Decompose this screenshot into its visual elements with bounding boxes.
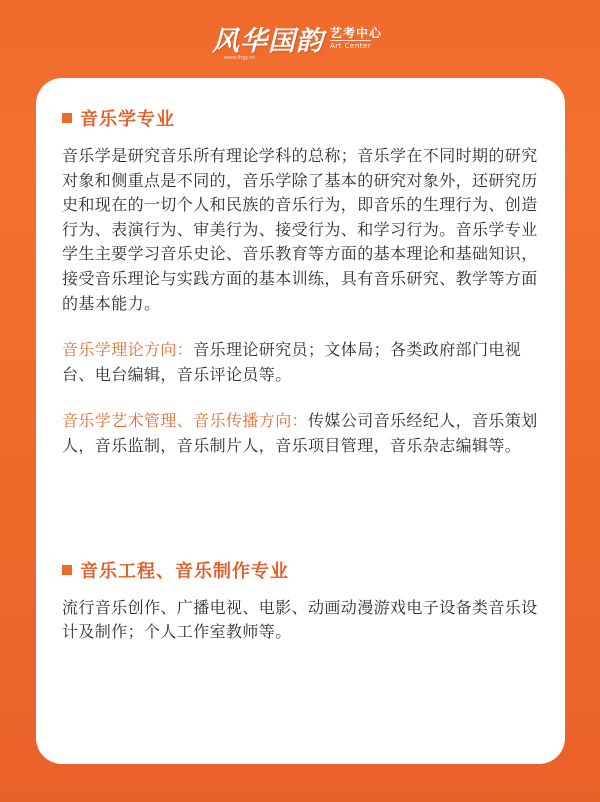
logo-side: [330, 26, 382, 51]
logo-subtitle: 艺考中心: [330, 25, 383, 40]
logo-subtitle-en: Art Center: [330, 41, 372, 50]
logo-url: www.fhgy.cn: [224, 55, 256, 61]
direction-text: 传媒公司音乐经纪人，音乐策划人，音乐监制，音乐制片人，音乐项目管理，音乐杂志编辑等。: [62, 411, 538, 455]
square-bullet-icon: [62, 113, 72, 123]
square-bullet-icon: [62, 565, 72, 575]
direction-theory: [62, 338, 541, 387]
direction-label: 音乐学艺术管理、音乐传播方向：: [62, 411, 309, 431]
direction-management: [62, 409, 541, 458]
content-card: [36, 78, 565, 764]
production-intro: 流行音乐创作、广播电视、电影、动画动漫游戏电子设备类音乐设计及制作；个人工作室教师等。: [62, 597, 538, 642]
direction-label: 音乐学理论方向：: [62, 340, 194, 360]
section-title-text: 音乐学专业: [80, 109, 175, 130]
musicology-intro: 音乐学是研究音乐所有理论学科的总称；音乐学在不同时期的研究对象和侧重点是不同的，音乐学除了基本的研究对象外，还研究历史和现在的一切个人和民族的音乐行为，即音乐的生理行为、创造行为、表演行为、审美行为、接受行为、和学习行为。音乐学专业学生主要学习音乐史论、音乐教育等方面的基本理论和基础知识，接受音乐理论与实践方面的基本训练，具有音乐研究、教学等方面的基本能力。: [62, 146, 538, 313]
section-title-musicology: [62, 102, 541, 134]
logo-wordmark: 风华国韵: [212, 25, 324, 57]
section-title-text: 音乐工程、音乐制作专业: [80, 560, 289, 582]
direction-text: 音乐理论研究员；文体局；各类政府部门电视台、电台编辑，音乐评论员等。: [62, 340, 522, 384]
section-title-production: [62, 554, 541, 586]
